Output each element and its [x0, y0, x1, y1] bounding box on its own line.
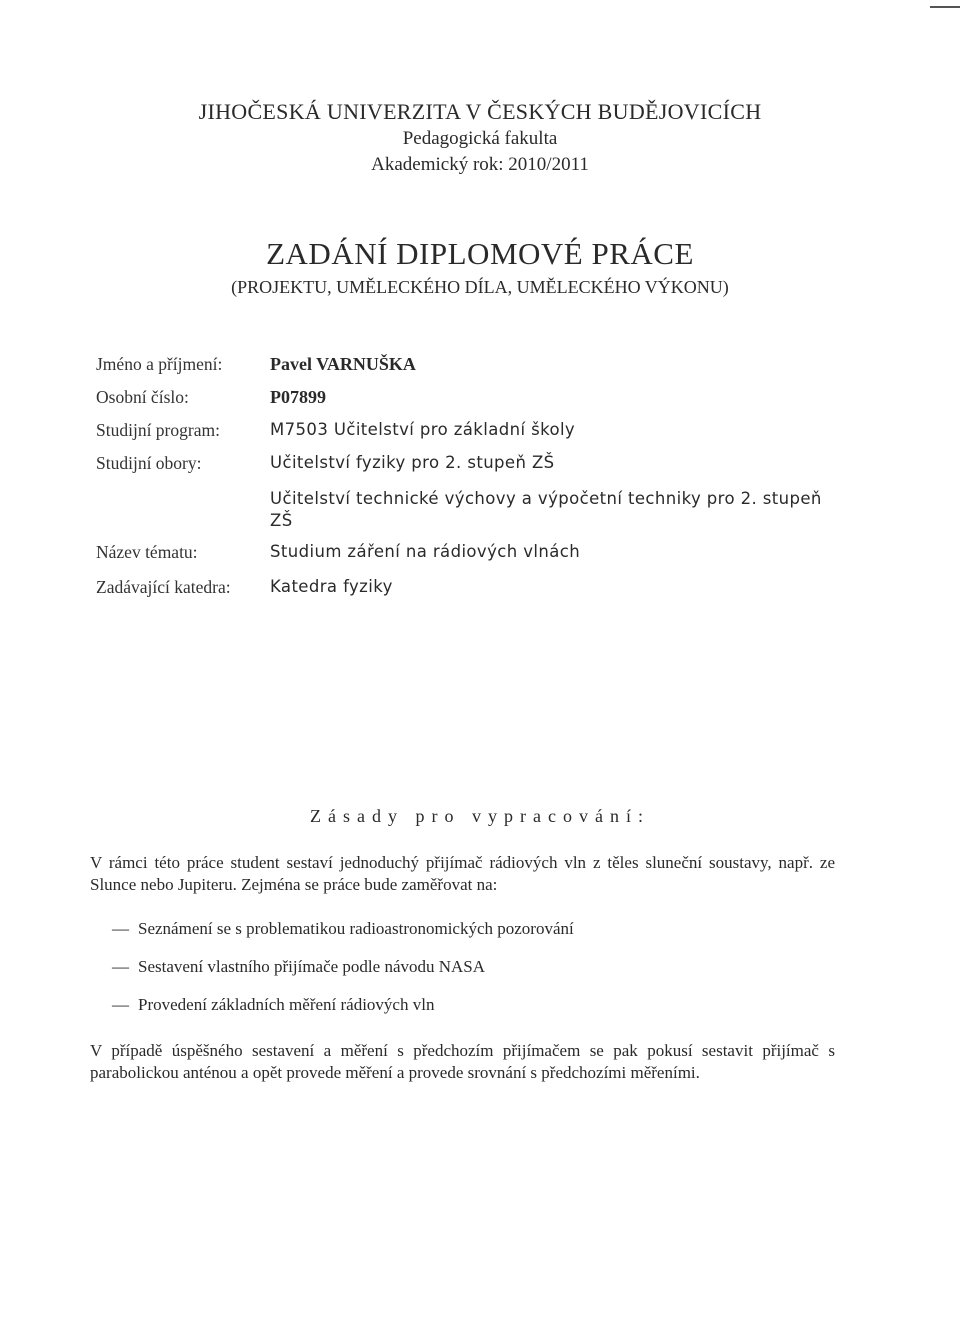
student-info: [96, 354, 826, 610]
principles-conclusion: V případě úspěšného sestavení a měření s předchozím přijímačem se pak pokusí sestavit přijímač s parabolickou anténou a opět provede měření a provede srovnání s předchozími měřeními.: [90, 1041, 835, 1082]
list-item: [112, 956, 832, 994]
document-title: ZADÁNÍ DIPLOMOVÉ PRÁCE: [266, 236, 694, 271]
list-item: [112, 918, 832, 956]
list-item-text: Seznámení se s problematikou radioastronomických pozorování: [138, 919, 574, 938]
principles-intro: V rámci této práce student sestaví jednoduchý přijímač rádiových vln z těles sluneční soustavy, např. ze Slunce nebo Jupiteru. Zejména se práce bude zaměřovat na:: [90, 853, 835, 894]
list-item-text: Provedení základních měření rádiových vln: [138, 995, 435, 1014]
department-label: Zadávající katedra:: [96, 577, 231, 597]
department-value: Katedra fyziky: [270, 577, 393, 596]
info-row-name: [96, 354, 826, 387]
faculty-name: Pedagogická fakulta: [402, 128, 558, 149]
info-row-program: [96, 420, 826, 453]
info-row-field-2: [96, 488, 826, 542]
principles-list: [112, 918, 832, 1032]
field-1: Učitelství fyziky pro 2. stupeň ZŠ: [270, 453, 555, 472]
info-row-department: [96, 577, 826, 610]
topic-value: Studium záření na rádiových vlnách: [270, 542, 581, 561]
principles-heading: Zásady pro vypracování:: [310, 806, 650, 826]
topic-label: Název tématu:: [96, 542, 198, 562]
list-item: [112, 994, 832, 1032]
scan-edge-mark: [930, 6, 960, 8]
document-subtitle: (PROJEKTU, UMĚLECKÉHO DÍLA, UMĚLECKÉHO VÝKONU): [231, 277, 729, 297]
academic-year: Akademický rok: 2010/2011: [371, 154, 589, 175]
university-name: JIHOČESKÁ UNIVERZITA V ČESKÝCH BUDĚJOVICÍCH: [198, 99, 762, 124]
program-label: Studijní program:: [96, 420, 220, 440]
info-row-topic: [96, 542, 826, 577]
title-block: [0, 234, 960, 300]
document-header: [0, 98, 960, 178]
dash-bullet: —: [112, 995, 129, 1014]
id-value: P07899: [270, 387, 326, 407]
list-item-text: Sestavení vlastního přijímače podle návodu NASA: [138, 957, 486, 976]
name-value: Pavel VARNUŠKA: [270, 354, 416, 374]
fields-label: Studijní obory:: [96, 453, 202, 473]
id-label: Osobní číslo:: [96, 387, 189, 407]
field-2: Učitelství technické výchovy a výpočetní techniky pro 2. stupeň ZŠ: [270, 489, 822, 530]
info-row-fields: [96, 453, 826, 488]
name-label: Jméno a příjmení:: [96, 354, 223, 374]
dash-bullet: —: [112, 957, 129, 976]
program-value: M7503 Učitelství pro základní školy: [270, 420, 576, 439]
dash-bullet: —: [112, 919, 129, 938]
info-row-id: [96, 387, 826, 420]
